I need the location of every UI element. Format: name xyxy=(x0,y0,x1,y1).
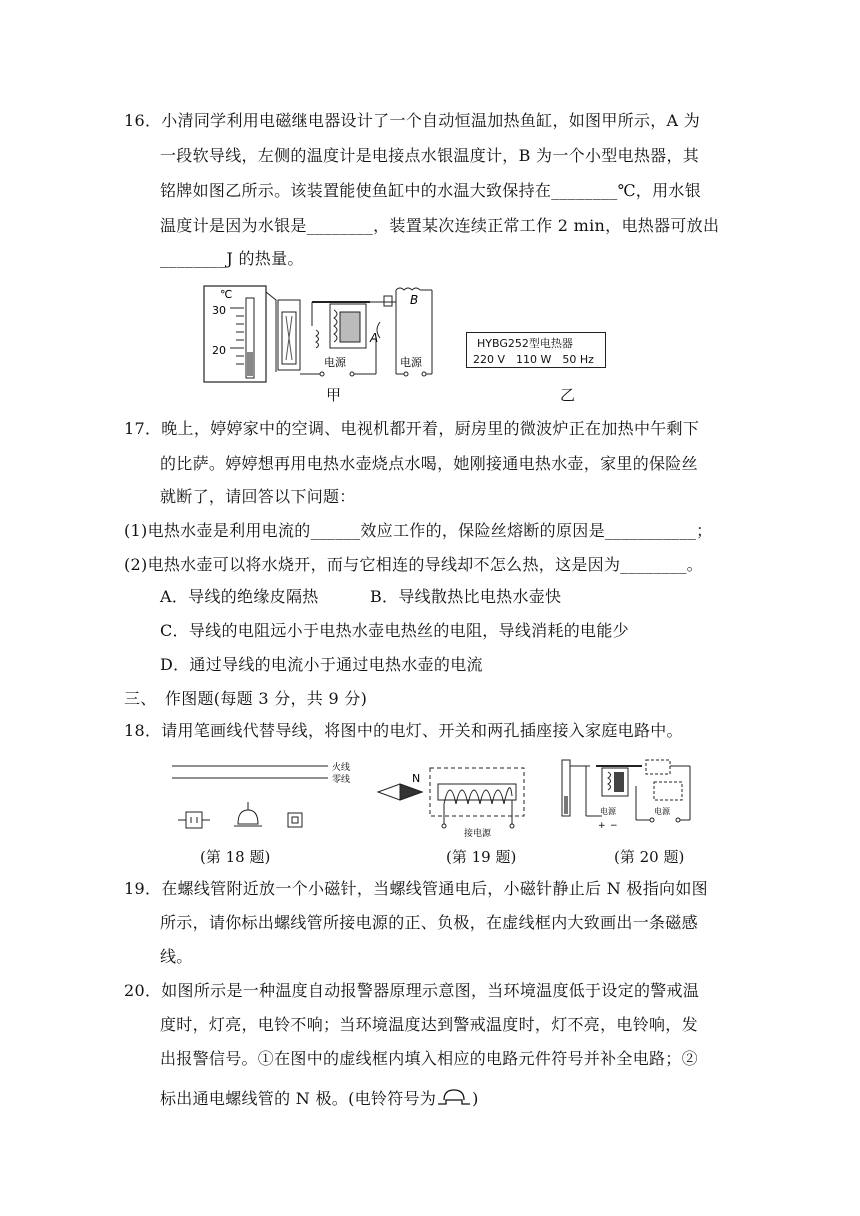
q20-close-paren: ) xyxy=(472,1089,479,1108)
nameplate-specs: 220 V 110 W 50 Hz xyxy=(473,353,594,366)
alarm-power-label-1: 电源 xyxy=(600,807,616,816)
power-terminal-label: 接电源 xyxy=(464,829,492,839)
neutral-wire-label: 零线 xyxy=(332,775,351,785)
section-3-heading: 三、 作图题(每题 3 分，共 9 分) xyxy=(124,689,368,708)
q17-option-d: D．通过导线的电流小于通过电热水壶的电流 xyxy=(160,655,483,674)
q17-line-1: 17．晚上，婷婷家中的空调、电视机都开着，厨房里的微波炉正在加热中午剩下 xyxy=(124,419,700,438)
q16-line-5: ________J 的热量。 xyxy=(160,249,304,268)
q16-line-2: 一段软导线，左侧的温度计是电接点水银温度计，B 为一个小型电热器，其 xyxy=(160,146,700,165)
solenoid-core xyxy=(438,784,516,800)
q16-line-4: 温度计是因为水银是________，装置某次连续正常工作 2 min，电热器可放出 xyxy=(160,216,720,235)
two-hole-socket xyxy=(178,812,210,828)
q20-line-4 xyxy=(160,1088,479,1110)
thermometer-unit: ℃ xyxy=(220,288,233,301)
electric-bell-symbol-icon xyxy=(436,1088,472,1106)
dashed-box-top xyxy=(646,760,670,774)
q17-option-c: C．导线的电阻远小于电热水壶电热丝的电阻，导线消耗的电能少 xyxy=(160,621,629,640)
figure-18-household-circuit xyxy=(168,758,368,838)
q20-line-4-text: 标出通电螺线管的 N 极。(电铃符号为 xyxy=(160,1089,437,1108)
magnetic-needle xyxy=(378,784,422,800)
figure-20-caption: (第 20 题) xyxy=(614,848,685,866)
q16-line-1: 16．小清同学利用电磁继电器设计了一个自动恒温加热鱼缸，如图甲所示，A 为 xyxy=(124,111,701,130)
power-label-2: 电源 xyxy=(400,356,422,369)
heater-nameplate xyxy=(466,332,606,368)
q19-line-2: 所示，请你标出螺线管所接电源的正、负极，在虚线框内大致画出一条磁感 xyxy=(160,913,698,932)
figure-19-caption: (第 19 题) xyxy=(446,848,517,866)
power-label-1: 电源 xyxy=(324,356,346,369)
tick-label-20: 20 xyxy=(212,344,226,357)
q20-line-3: 出报警信号。①在图中的虚线框内填入相应的电路元件符号并补全电路；② xyxy=(160,1049,698,1068)
q16-line-3: 铭牌如图乙所示。该装置能使鱼缸中的水温大致保持在________℃，用水银 xyxy=(160,181,701,200)
alarm-power-label-2: 电源 xyxy=(654,807,670,816)
label-N-pole: N xyxy=(412,772,421,785)
q17-option-a: A．导线的绝缘皮隔热 xyxy=(160,587,319,606)
q19-line-1: 19．在螺线管附近放一个小磁针，当螺线管通电后，小磁针静止后 N 极指向如图 xyxy=(124,879,708,898)
q20-line-2: 度时，灯亮，电铃不响；当环境温度达到警戒温度时，灯不亮，电铃响，发 xyxy=(160,1015,698,1034)
figure-jia-caption: 甲 xyxy=(326,386,342,404)
tick-label-30: 30 xyxy=(212,304,226,317)
wall-switch xyxy=(288,813,302,827)
q17-sub2: (2)电热水壶可以将水烧开，而与它相连的导线却不怎么热，这是因为________。 xyxy=(124,555,703,574)
q17-sub1: (1)电热水壶是利用电流的______效应工作的，保险丝熔断的原因是___________； xyxy=(124,521,713,540)
minus-label: − xyxy=(610,821,618,831)
figure-18-caption: (第 18 题) xyxy=(200,848,271,866)
q19-line-3: 线。 xyxy=(160,947,193,966)
label-A: A xyxy=(370,331,379,345)
thermometer-board xyxy=(204,286,266,382)
q17-line-2: 的比萨。婷婷想再用电热水壶烧点水喝，她刚接通电热水壶，家里的保险丝 xyxy=(160,454,698,473)
figure-yi-caption: 乙 xyxy=(560,386,576,404)
lamp xyxy=(234,802,262,826)
q20-line-1: 20．如图所示是一种温度自动报警器原理示意图，当环境温度低于设定的警戒温 xyxy=(124,981,700,1000)
q17-line-3: 就断了，请回答以下问题： xyxy=(160,487,356,506)
live-wire-label: 火线 xyxy=(332,763,351,773)
mercury-column xyxy=(247,352,253,376)
q18-line: 18．请用笔画线代替导线，将图中的电灯、开关和两孔插座接入家庭电路中。 xyxy=(124,721,683,740)
q17-option-b: B．导线散热比电热水壶快 xyxy=(370,587,562,606)
dashed-box-bottom xyxy=(654,782,682,800)
figure-19-solenoid xyxy=(376,760,536,840)
figure-jia-circuit xyxy=(200,282,440,402)
figure-20-alarm-circuit xyxy=(556,756,696,836)
label-B: B xyxy=(410,293,419,307)
solenoid-coil xyxy=(444,788,512,804)
plus-label: + xyxy=(598,821,606,831)
nameplate-title: HYBG252型电热器 xyxy=(477,337,573,350)
